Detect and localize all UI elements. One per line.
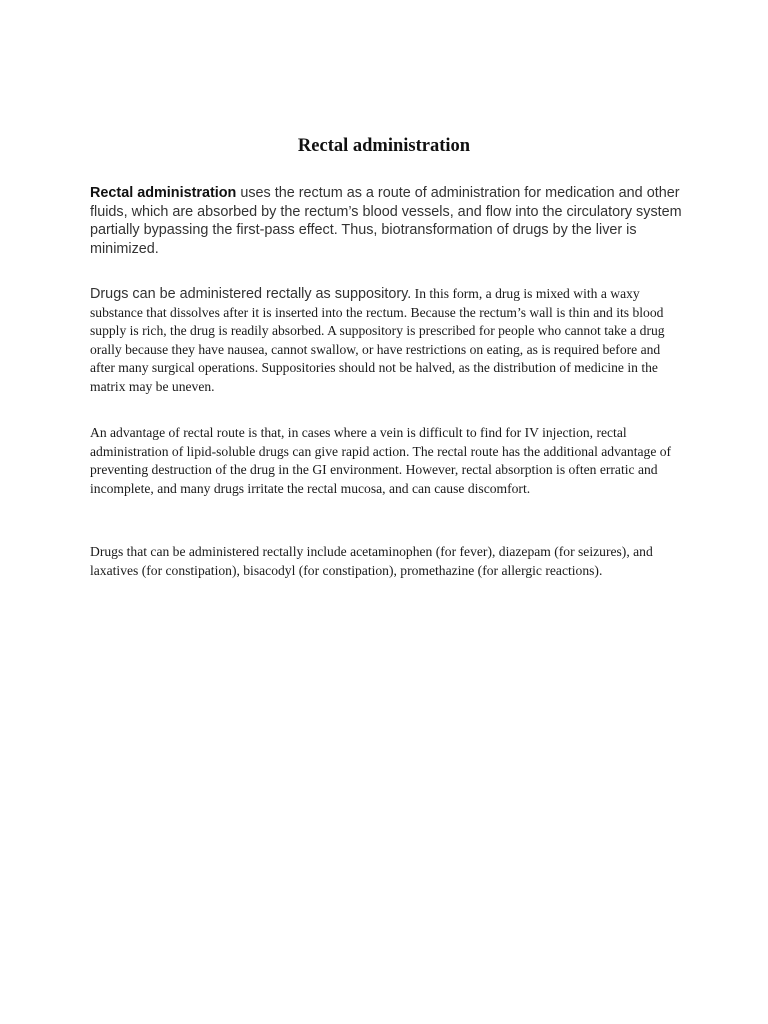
paragraph-drug-examples: Drugs that can be administered rectally include acetaminophen (for fever), diazepam (for seizures), and laxatives (for constipation), bisacodyl (for constipation), promethazine (for allergic reactions). — [90, 544, 653, 578]
paragraph-advantages: An advantage of rectal route is that, in cases where a vein is difficult to find for IV injection, rectal administration of lipid-soluble drugs can give rapid action. The rectal route has the additional advantage of preventing destruction of the drug in the GI environment. However, rectal absorption is often erratic and incomplete, and many drugs irritate the rectal mucosa, and can cause discomfort. — [90, 425, 672, 496]
paragraph-lead-sentence: Drugs can be administered rectally as suppository. — [90, 286, 412, 302]
paragraph-lead-term: Rectal administration — [90, 185, 237, 201]
paragraph-suppository — [90, 285, 682, 397]
paragraph-intro — [90, 184, 682, 258]
paragraph-text: In this form, a drug is mixed with a waxy substance that dissolves after it is inserted into the rectum. Because the rectum’s wall is thin and its blood supply is rich, the drug is readily absorbed. A suppository is prescribed for people who cannot take a drug orally because they have nausea, cannot swallow, or have restrictions on eating, as is required before and after many surgical operations. Suppositories should not be halved, as the distribution of medicine in the matrix may be uneven. — [90, 286, 665, 394]
page-title: Rectal administration — [297, 136, 471, 156]
paragraph-text: uses the rectum as a route of administration for medication and other fluids, which are absorbed by the rectum’s blood vessels, and flow into the circulatory system partially bypassing the first-pass effect. Thus, biotransformation of drugs by the liver is minimized. — [90, 185, 682, 257]
